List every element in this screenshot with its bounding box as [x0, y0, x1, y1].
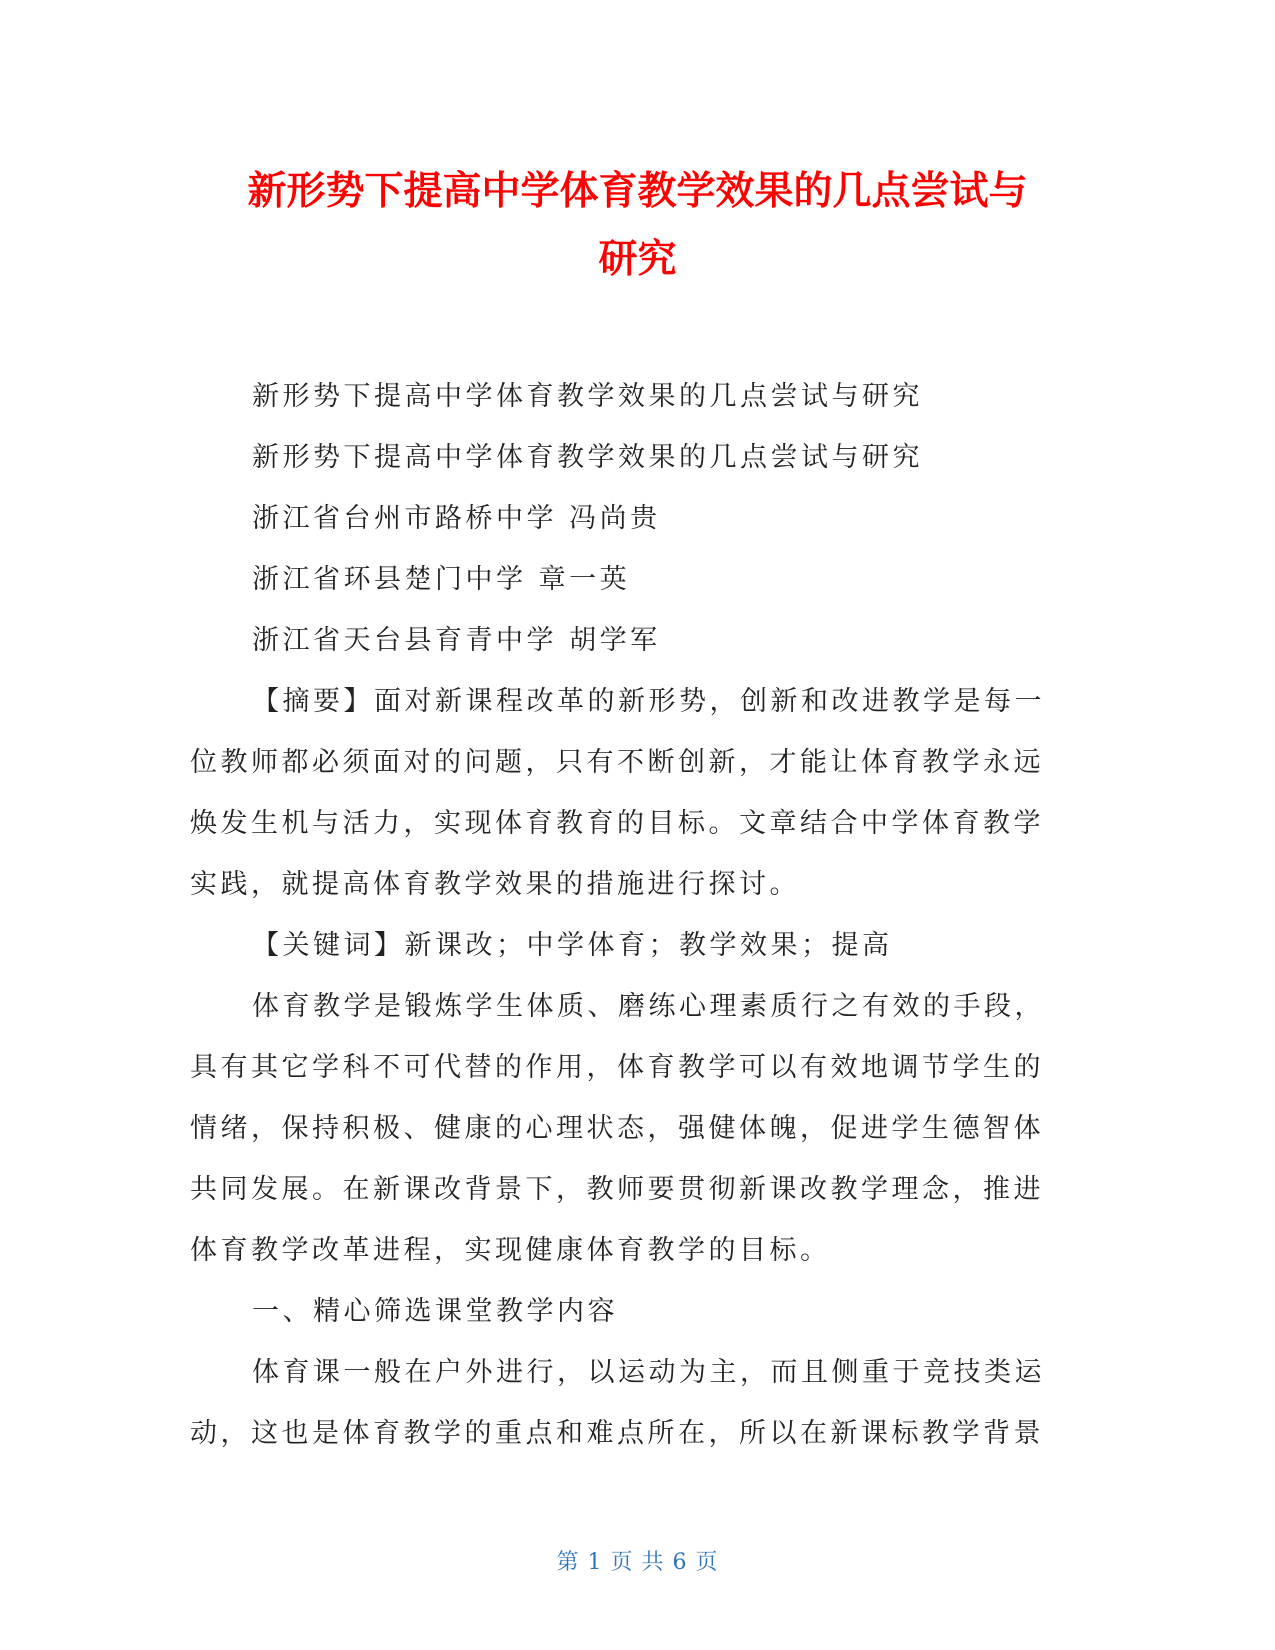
abstract-line: 焕发生机与活力，实现体育教育的目标。文章结合中学体育教学: [190, 808, 1044, 839]
author-line: 浙江省天台县育青中学 胡学军: [252, 625, 661, 656]
abstract-line: 【摘要】面对新课程改革的新形势，创新和改进教学是每一: [252, 686, 1045, 717]
paragraph-line: 动，这也是体育教学的重点和难点所在，所以在新课标教学背景: [190, 1418, 1044, 1449]
footer-prefix: 第: [556, 1550, 580, 1575]
page-footer: [0, 1545, 1275, 1576]
document-body: [190, 366, 1060, 1464]
paragraph-line: 体育教学是锻炼学生体质、磨练心理素质行之有效的手段，: [252, 991, 1045, 1022]
document-title-line-1: 新形势下提高中学体育教学效果的几点尝试与: [247, 169, 1028, 214]
total-page-count: 6: [672, 1550, 688, 1575]
abstract-line: 实践，就提高体育教学效果的措施进行探讨。: [190, 869, 800, 900]
author-line: 浙江省环县楚门中学 章一英: [252, 564, 631, 595]
paragraph-line: 情绪，保持积极、健康的心理状态，强健体魄，促进学生德智体: [190, 1113, 1044, 1144]
footer-middle: 页 共: [610, 1550, 665, 1575]
subtitle-line: 新形势下提高中学体育教学效果的几点尝试与研究: [252, 442, 923, 473]
paragraph-line: 体育课一般在户外进行，以运动为主，而且侧重于竞技类运: [252, 1357, 1045, 1388]
current-page-number: 1: [587, 1550, 603, 1575]
subtitle-line: 新形势下提高中学体育教学效果的几点尝试与研究: [252, 381, 923, 412]
abstract-line: 位教师都必须面对的问题，只有不断创新，才能让体育教学永远: [190, 747, 1044, 778]
document-title-line-2: 研究: [598, 237, 677, 282]
section-heading: 一、精心筛选课堂教学内容: [252, 1296, 618, 1327]
footer-suffix: 页: [695, 1550, 719, 1575]
author-line: 浙江省台州市路桥中学 冯尚贵: [252, 503, 661, 534]
paragraph-line: 共同发展。在新课改背景下，教师要贯彻新课改教学理念，推进: [190, 1174, 1044, 1205]
paragraph-line: 具有其它学科不可代替的作用，体育教学可以有效地调节学生的: [190, 1052, 1044, 1083]
keywords-line: 【关键词】新课改；中学体育；教学效果；提高: [252, 930, 893, 961]
document-title: [150, 158, 1125, 294]
paragraph-line: 体育教学改革进程，实现健康体育教学的目标。: [190, 1235, 831, 1266]
